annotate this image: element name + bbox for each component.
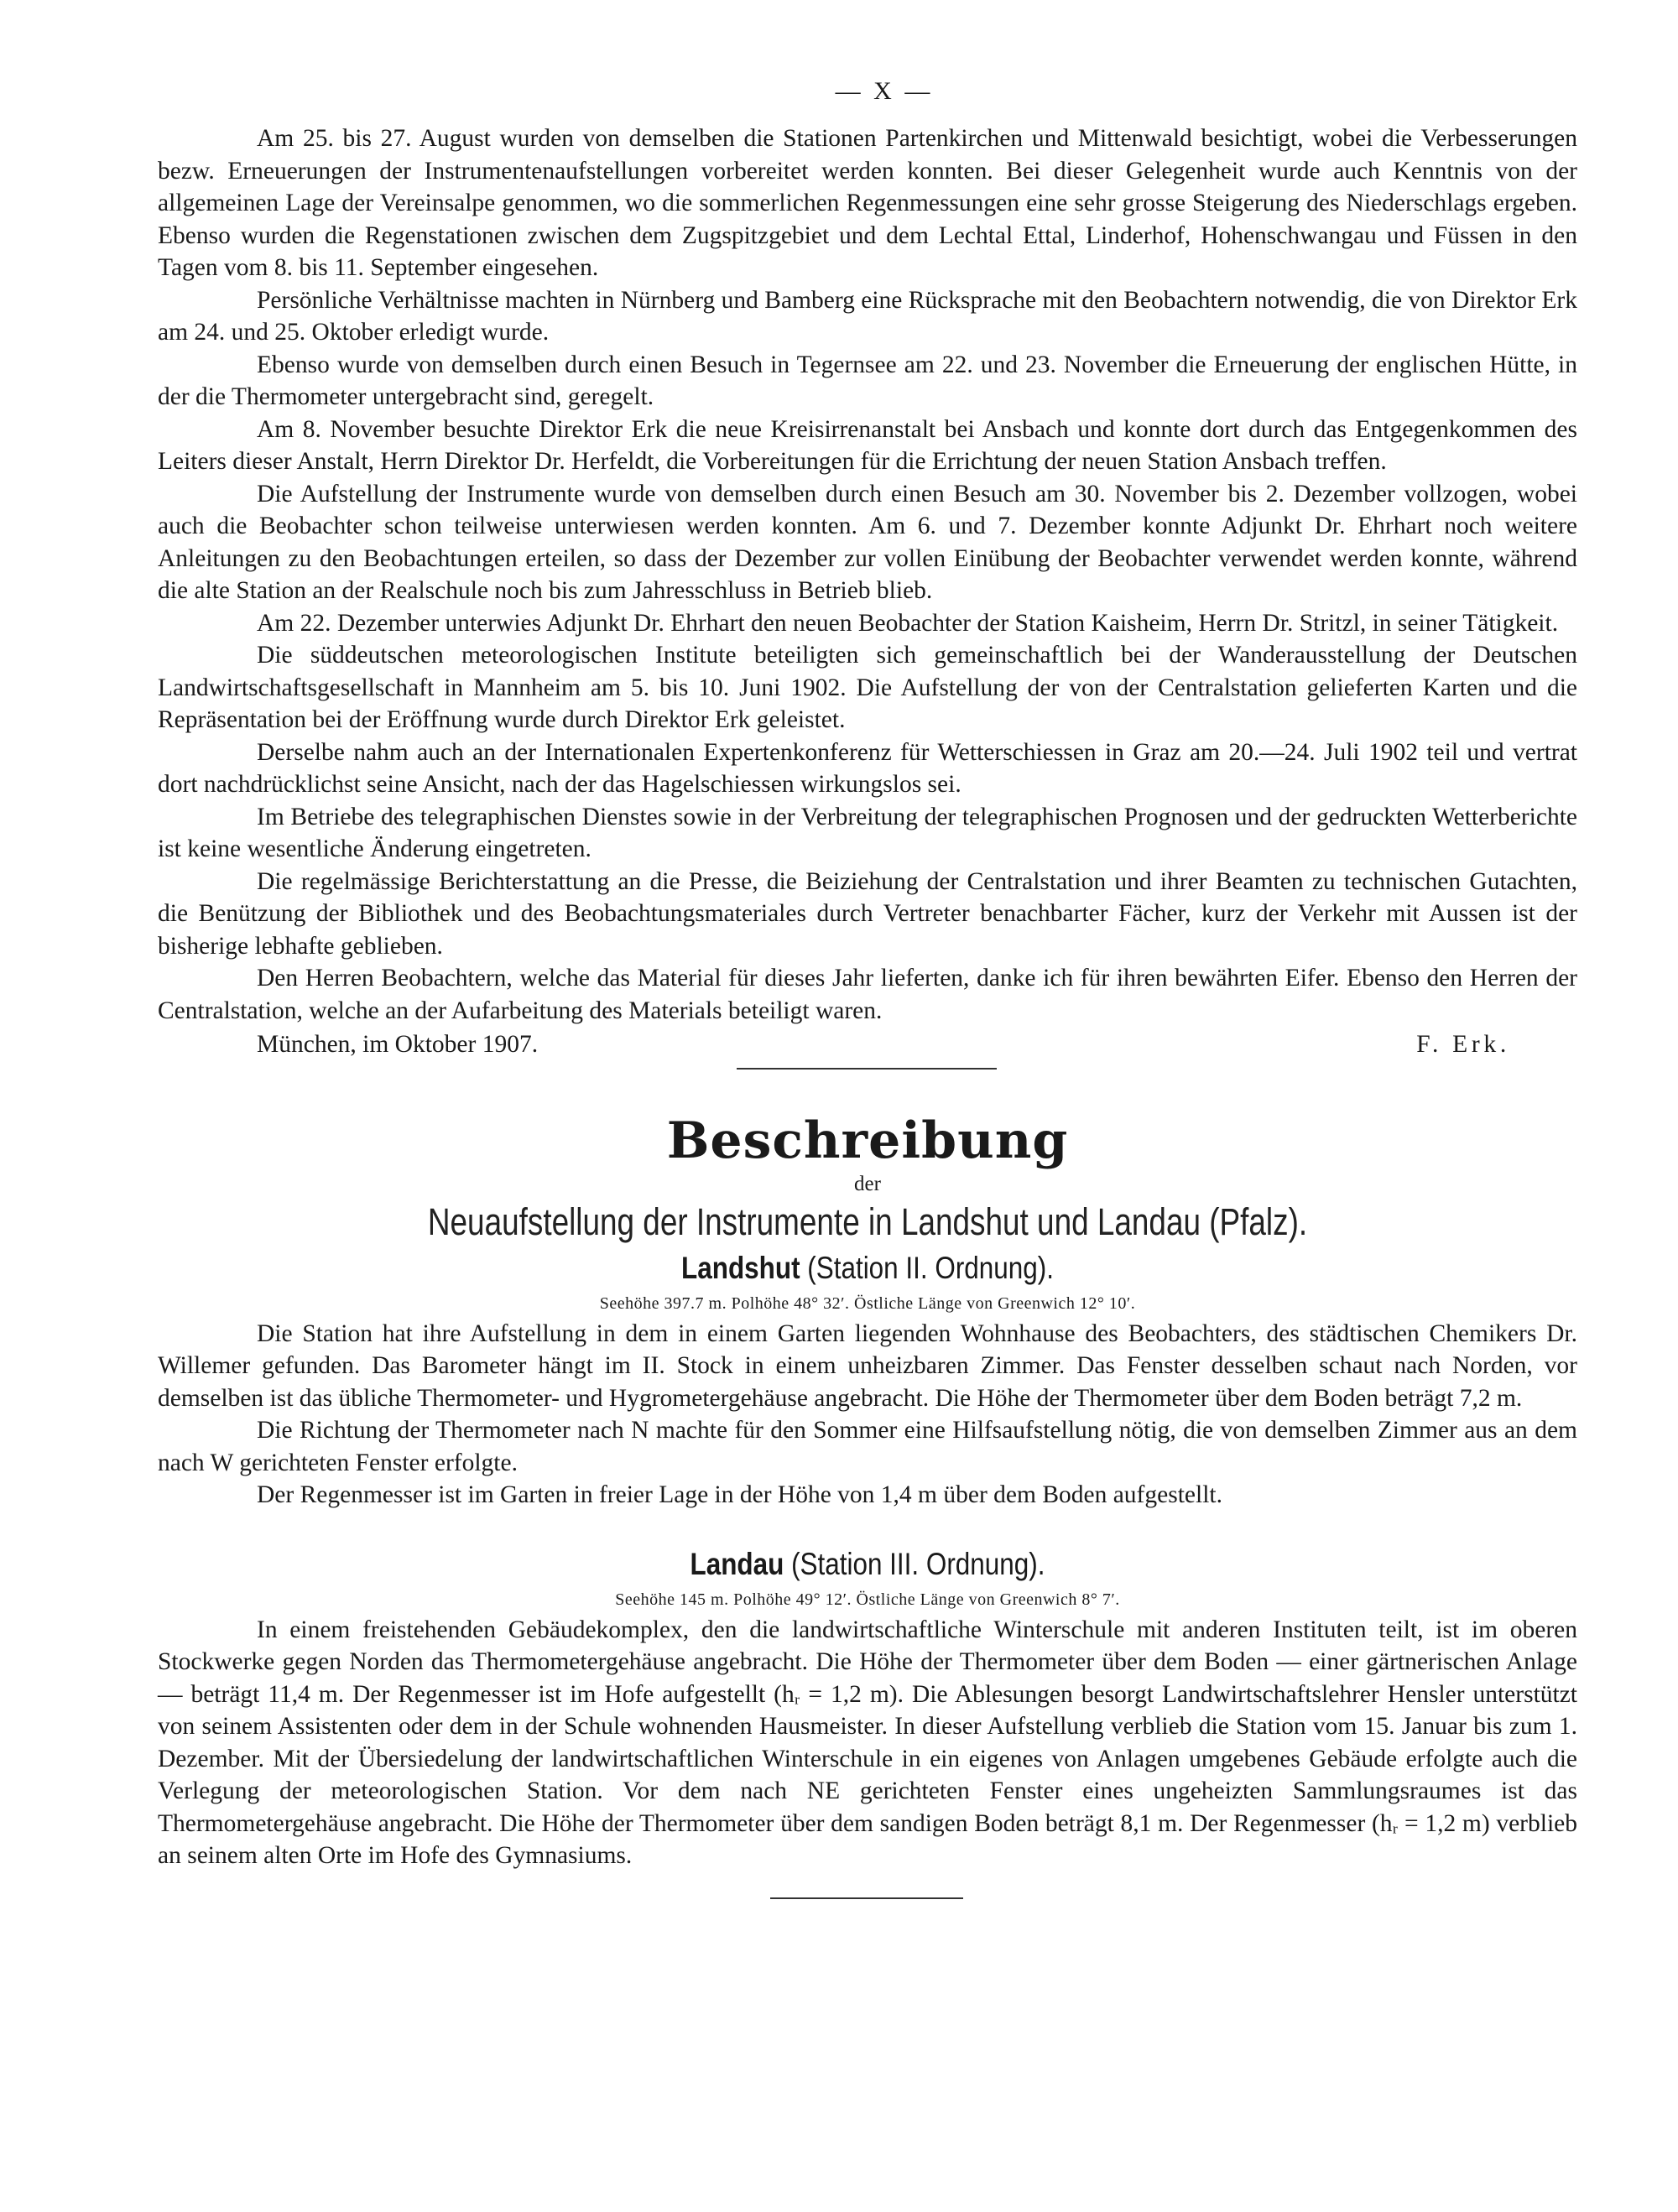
landau-name: Landau [690,1546,784,1581]
landau-paragraph-1: In einem freistehenden Gebäudekomplex, den die landwirtschaftliche Winterschule mit anderen Instituten teilt, ist im oberen Stockwerke gegen Norden das Thermometergehäuse angebracht. Die Höhe der Thermometer über dem Boden — einer gärtnerischen Anlage — beträgt 11,4 m. Der Regenmesser ist im Hofe aufgestellt (hᵣ = 1,2 m). Die Ablesungen besorgt Landwirtschaftslehrer Hensler unterstützt von seinem Assistenten oder dem in der Schule wohnenden Hausmeister. In dieser Aufstellung verblieb die Station vom 15. Januar bis zum 1. Dezember. Mit der Übersiedelung der landwirtschaftlichen Winterschule in ein eigenes von Anlagen umgebenes Gebäude erfolgte auch die Verlegung der meteorologischen Station. Vor dem nach NE gerichteten Fenster eines ungeheizten Sammlungsraumes ist das Thermometergehäuse angebracht. Die Höhe der Thermometer über dem sandigen Boden beträgt 8,1 m. Der Regenmesser (hᵣ = 1,2 m) verblieb an seinem alten Orte im Hofe des Gymnasiums. [158,1616,1577,1869]
landau-order: (Station III. Ordnung). [791,1546,1045,1581]
description-connector: der [854,1172,881,1195]
landshut-name: Landshut [681,1250,800,1285]
landshut-heading [264,1249,1471,1288]
landshut-paragraph-1: Die Station hat ihre Aufstellung in dem in einem Garten liegenden Wohnhause des Beobachters, des städtischen Chemikers Dr. Willemer gefunden. Das Barometer hängt im II. Stock in einem unheizbaren Zimmer. Das Fenster desselben schaut nach Norden, vor demselben ist das übliche Thermometer- und Hygrometergehäuse angebracht. Die Höhe der Thermometer über dem Boden beträgt 7,2 m. [158,1319,1577,1412]
end-divider [770,1897,963,1899]
report-paragraph-3: Ebenso wurde von demselben durch einen Besuch in Tegernsee am 22. und 23. November die Erneuerung der englischen Hütte, in der die Thermometer untergebracht sind, geregelt. [158,351,1577,410]
report-paragraph-2: Persönliche Verhältnisse machten in Nürnberg und Bamberg eine Rücksprache mit den Beobachtern notwendig, die von Direktor Erk am 24. und 25. Oktober erledigt wurde. [158,286,1577,346]
landau-meta: Seehöhe 145 m. Polhöhe 49° 12′. Östliche Länge von Greenwich 8° 7′. [615,1590,1120,1609]
report-section [158,122,1577,1070]
report-paragraph-1: Am 25. bis 27. August wurden von demselben die Stationen Partenkirchen und Mittenwald besichtigt, wobei die Verbesserungen bezw. Erneuerungen der Instrumentenaufstellungen vorbereitet werden konnten. Bei dieser Gelegenheit wurde auch Kenntnis von der allgemeinen Lage der Vereinsalpe genommen, wo die sommerlichen Regenmessungen eine sehr grosse Steigerung des Niederschlags ergeben. Ebenso wurden die Regenstationen zwischen dem Zugspitzgebiet und dem Lechtal Ettal, Linderhof, Hohenschwangau und Füssen in den Tagen vom 8. bis 11. September eingesehen. [158,125,1577,281]
report-paragraph-10: Die regelmässige Berichterstattung an die Presse, die Beiziehung der Centralstation und ihrer Beamten zu technischen Gutachten, die Benützung der Bibliothek und des Beobachtungsmateriales durch Vertreter benachbarter Fächer, kurz der Verkehr mit Aussen ist der bisherige lebhafte geblieben. [158,867,1577,960]
description-subtitle: Neuaufstellung der Instrumente in Landshut und Landau (Pfalz). [427,1200,1308,1243]
report-paragraph-11: Den Herren Beobachtern, welche das Material für dieses Jahr lieferten, danke ich für ihren bewährten Eifer. Ebenso den Herren der Centralstation, welche an der Aufarbeitung des Materials beteiligt waren. [158,965,1577,1024]
landshut-paragraph-2: Die Richtung der Thermometer nach N machte für den Sommer eine Hilfsaufstellung nötig, die von demselben Zimmer aus an dem nach W gerichteten Fenster erfolgte. [158,1417,1577,1476]
signature: F. Erk. [1416,1031,1510,1058]
report-paragraph-7: Die süddeutschen meteorologischen Institute beteiligten sich gemeinschaftlich bei der Wanderausstellung der Deutschen Landwirtschaftsgesellschaft in Mannheim am 5. bis 10. Juni 1902. Die Aufstellung der von der Centralstation gelieferten Karten und die Repräsentation bei der Eröffnung wurde durch Direktor Erk geleistet. [158,642,1577,733]
page-number: — X — [835,77,934,105]
report-paragraph-8: Derselbe nahm auch an der Internationalen Expertenkonferenz für Wetterschiessen in Graz am 20.—24. Juli 1902 teil und vertrat dort nachdrücklichst seine Ansicht, nach der das Hagelschiessen wirkungslos sei. [158,738,1577,798]
landshut-section [158,1249,1577,1512]
landshut-meta: Seehöhe 397.7 m. Polhöhe 48° 32′. Östliche Länge von Greenwich 12° 10′. [599,1293,1136,1313]
signature-row [158,1028,1577,1061]
description-title: Beschreibung [666,1111,1069,1170]
landshut-paragraph-3: Der Regenmesser ist im Garten in freier Lage in der Höhe von 1,4 m über dem Boden aufgestellt. [257,1481,1222,1508]
section-divider [737,1068,997,1070]
report-paragraph-5: Die Aufstellung der Instrumente wurde von demselben durch einen Besuch am 30. November bis 2. Dezember vollzogen, wobei auch die Beobachter schon teilweise unterwiesen werden konnten. Am 6. und 7. Dezember konnte Adjunkt Dr. Ehrhart noch weitere Anleitungen zu den Beobachtungen erteilen, so dass der Dezember zur vollen Einübung der Beobachter verwendet werden konnte, während die alte Station an der Realschule noch bis zum Jahresschluss in Betrieb blieb. [158,480,1577,604]
landau-heading [264,1545,1471,1584]
place-date: München, im Oktober 1907. [257,1031,539,1058]
report-paragraph-6: Am 22. Dezember unterwies Adjunkt Dr. Ehrhart den neuen Beobachter der Station Kaisheim, Herrn Dr. Stritzl, in seiner Tätigkeit. [257,609,1559,637]
landshut-order: (Station II. Ordnung). [807,1250,1054,1285]
report-paragraph-9: Im Betriebe des telegraphischen Dienstes sowie in der Verbreitung der telegraphischen Prognosen und der gedruckten Wetterberichte ist keine wesentliche Änderung eingetreten. [158,803,1577,862]
landau-section [158,1545,1577,1872]
report-paragraph-4: Am 8. November besuchte Direktor Erk die neue Kreisirrenanstalt bei Ansbach und konnte dort durch das Entgegenkommen des Leiters dieser Anstalt, Herrn Direktor Dr. Herfeldt, die Vorbereitungen für die Errichtung der neuen Station Ansbach treffen. [158,415,1577,475]
